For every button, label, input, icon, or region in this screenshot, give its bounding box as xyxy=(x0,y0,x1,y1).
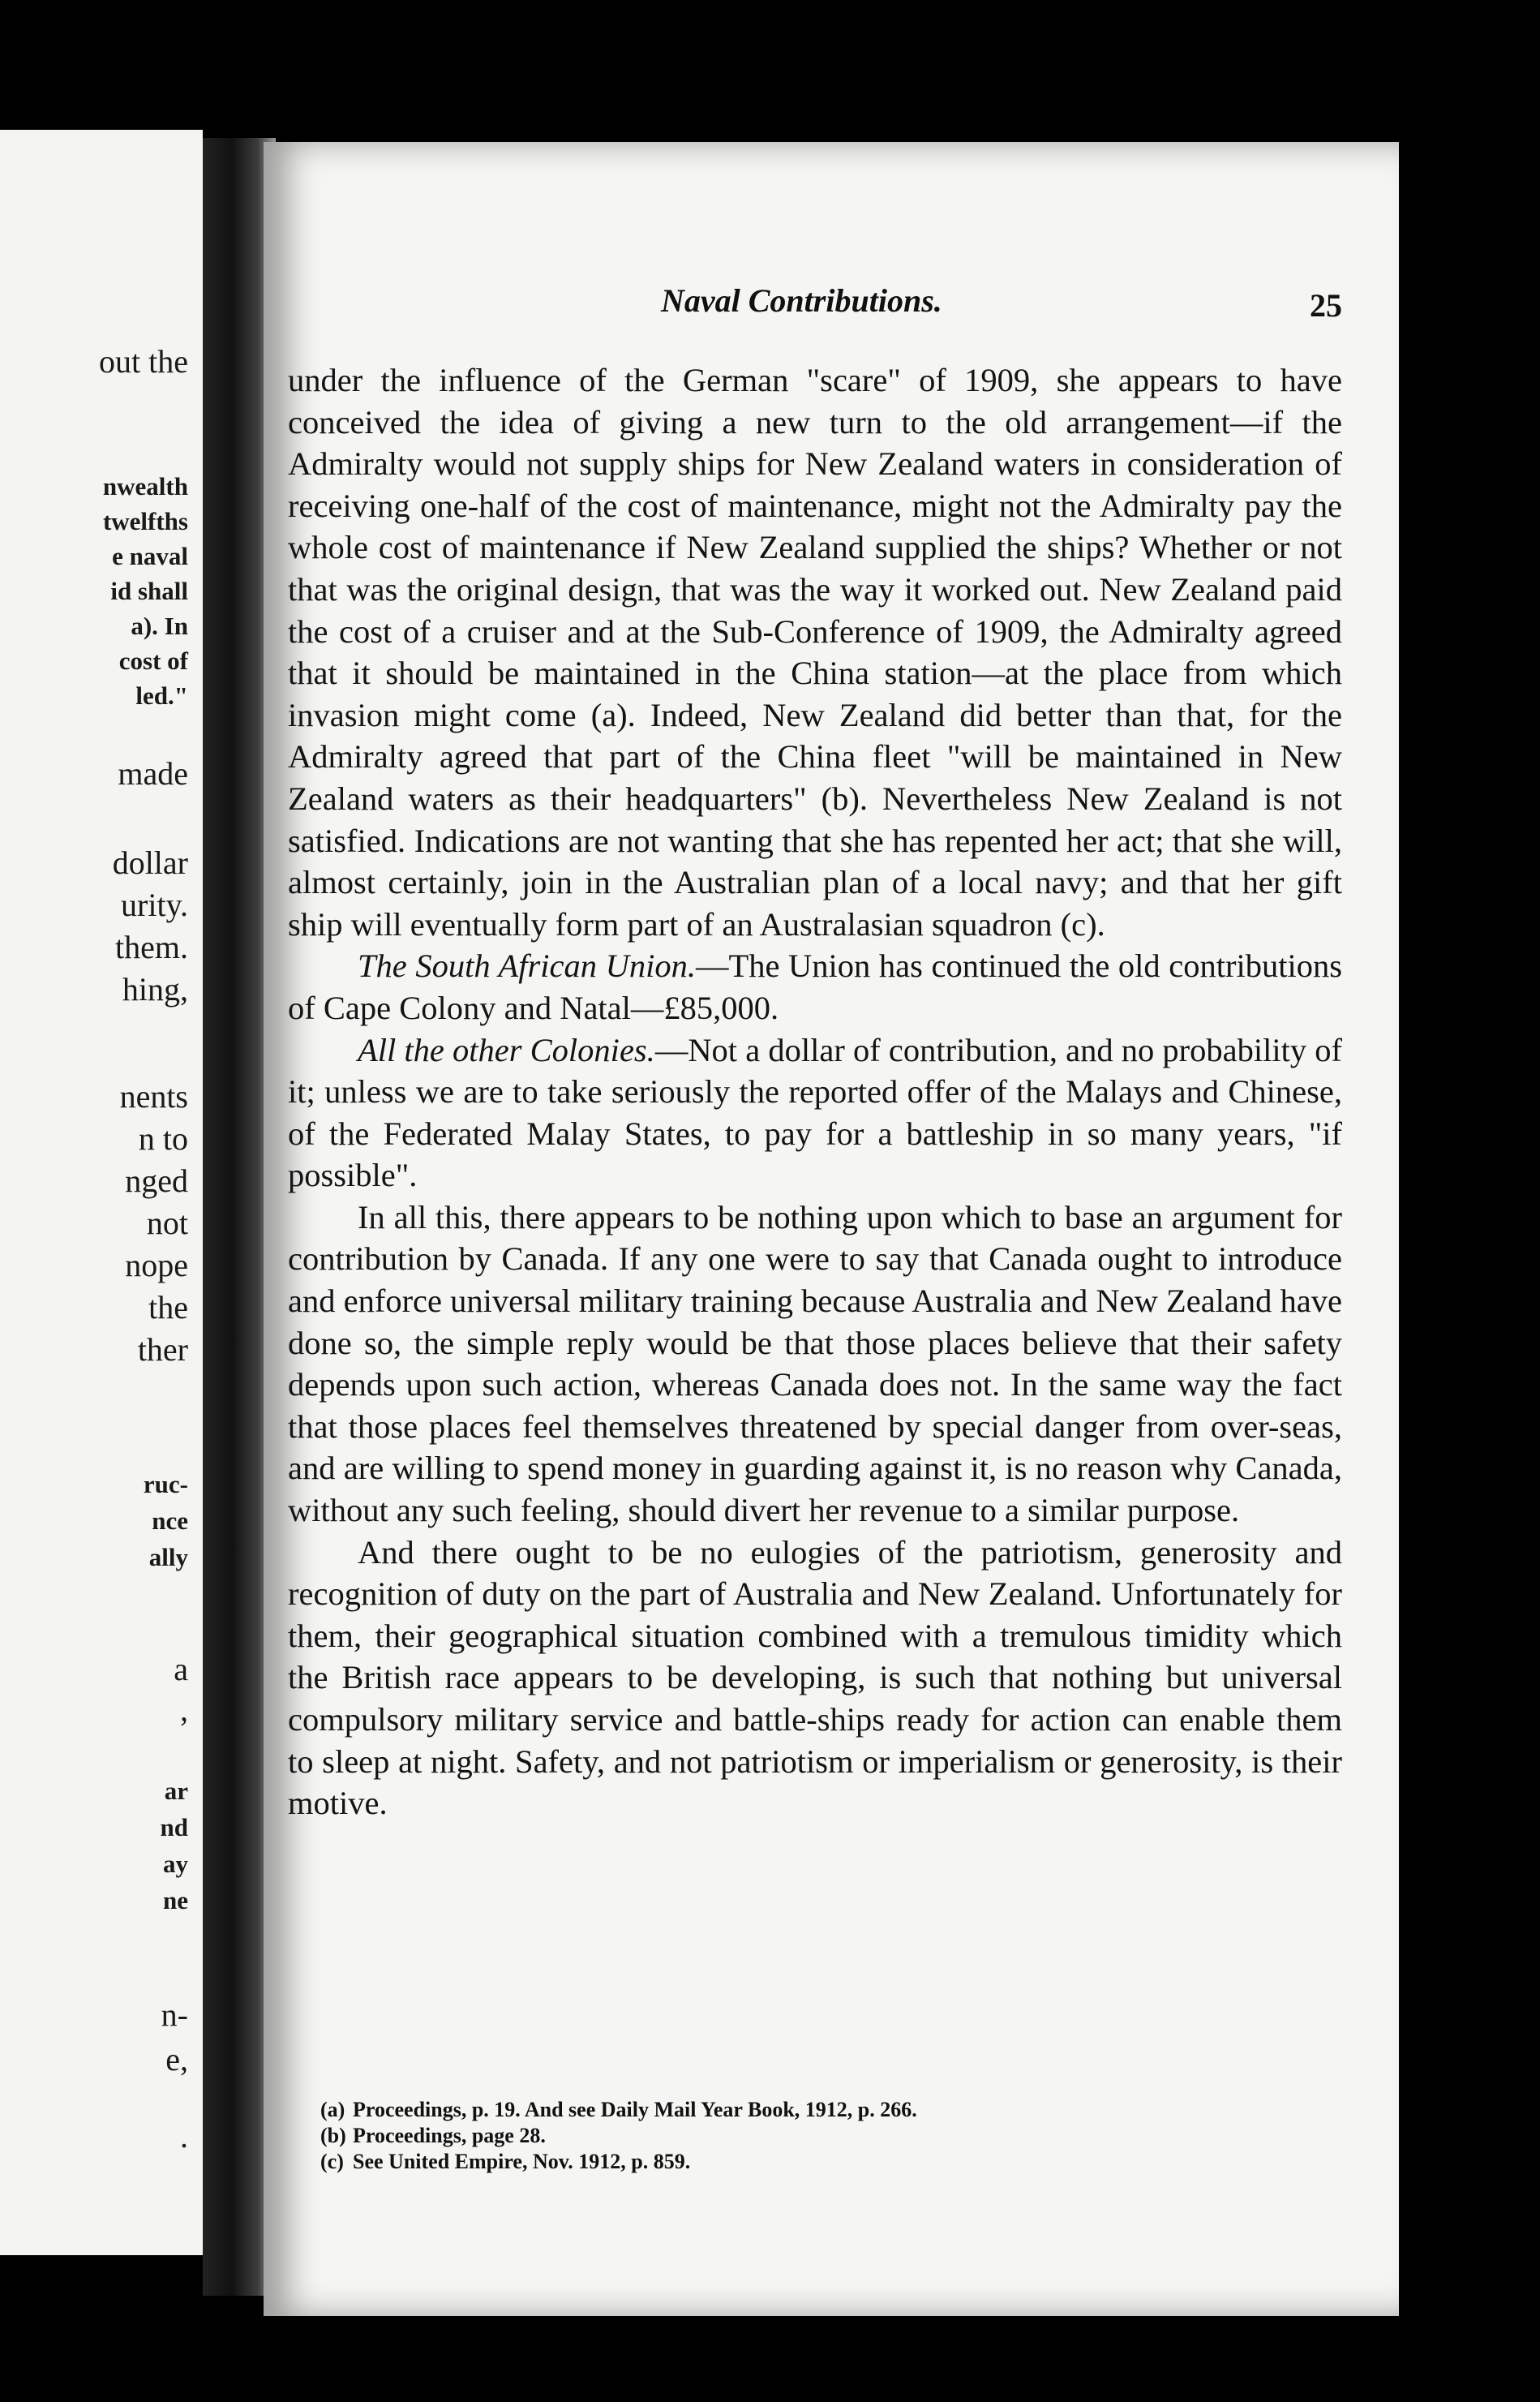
book-page xyxy=(264,142,1399,2316)
left-line: . xyxy=(180,2118,188,2155)
left-line: n to xyxy=(138,1120,188,1157)
left-line: the xyxy=(148,1289,188,1326)
left-line: twelfths xyxy=(102,507,188,535)
paragraph: And there ought to be no eulogies of the patriotism, generosity and recognition of duty on the part of Australia and New Zealand. Unfortunately for them, their geographical situation combined with a tremulous timidity which the British race appears to be developing, is such that nothing but universal compulsory military service and battle-ships ready for action can enable them to sleep at night. Safety, and not patriotism or imperialism or generosity, is their motive. xyxy=(288,1533,1342,1822)
paragraph: under the influence of the German "scare" of 1909, she appears to have conceived the idea of giving a new turn to the old arrangement—if the Admiralty would not supply ships for New Zealand waters in consideration of receiving one-half of the cost of maintenance, might not the Admiralty pay the whole cost of maintenance if New Zealand supplied the ships? Whether or not that was the original design, that was the way it worked out. New Zealand paid the cost of a cruiser and at the Sub-Conference of 1909, the Admiralty agreed that it should be maintained in the China station—at the place from which invasion might come (a). Indeed, New Zealand did better than that, for the Admiralty agreed that part of the China fleet "will be maintained in New Zealand waters as their headquarters" (b). Nevertheless New Zealand is not satisfied. Indications are not wanting that she has repented her act; that she will, almost certainly, join in the Australian plan of a local navy; and that her gift ship will eventually form part of an Australasian squadron (c). xyxy=(288,362,1342,943)
left-line: ar xyxy=(164,1777,188,1805)
left-line: hing, xyxy=(122,971,188,1008)
left-line: n- xyxy=(161,1996,188,2033)
left-line: id shall xyxy=(110,577,188,605)
page-number: 25 xyxy=(1310,287,1342,324)
left-line: nged xyxy=(125,1162,188,1199)
left-line: a). In xyxy=(131,612,188,640)
left-line: e, xyxy=(165,2041,188,2078)
left-line: cost of xyxy=(118,647,188,675)
left-line: ne xyxy=(163,1886,188,1914)
left-line: ther xyxy=(137,1331,188,1368)
footnote-mark: (a) xyxy=(320,2098,345,2121)
left-line: ruc- xyxy=(143,1470,188,1498)
left-line: dollar xyxy=(112,844,188,881)
left-line: them. xyxy=(115,929,188,965)
footnote-text: Proceedings, p. 19. And see Daily Mail Year Book, 1912, p. 266. xyxy=(353,2098,917,2121)
left-line: a xyxy=(174,1651,188,1687)
left-line: not xyxy=(146,1205,188,1241)
left-line: e naval xyxy=(112,542,188,570)
paragraph: In all this, there appears to be nothing upon which to base an argument for contribution by Canada. If any one were to say that Canada ought to introduce and enforce universal military training because Australia and New Zealand have done so, the simple reply would be that those places believe that their safety depends upon such action, whereas Canada does not. In the same way the fact that those places feel themselves threatened by special danger from over-seas, and are willing to spend money in guarding against it, is no reason why Canada, without any such feeling, should divert her revenue to a similar purpose. xyxy=(288,1198,1342,1529)
footnote-mark: (c) xyxy=(320,2150,344,2173)
left-line: ally xyxy=(148,1543,188,1571)
running-title: Naval Contributions. xyxy=(661,282,942,319)
footnote xyxy=(320,2149,1310,2175)
footnote-text: See United Empire, Nov. 1912, p. 859. xyxy=(353,2150,691,2173)
left-line: ay xyxy=(163,1850,188,1878)
footnote xyxy=(320,2123,1310,2149)
section-heading: All the other Colonies. xyxy=(358,1031,655,1068)
running-head xyxy=(264,281,1399,330)
footnotes xyxy=(320,2097,1310,2175)
footnote xyxy=(320,2097,1310,2123)
left-line: nents xyxy=(119,1078,188,1115)
previous-page-fragment xyxy=(0,130,203,2255)
left-line: nwealth xyxy=(102,472,188,501)
left-line: , xyxy=(180,1691,188,1728)
paragraph-text: —The Union has continued the old contributions of Cape Colony and Natal—£85,000. xyxy=(288,947,1342,1026)
body-text xyxy=(288,359,1342,1824)
left-line: nd xyxy=(160,1813,188,1841)
footnote-mark: (b) xyxy=(320,2124,346,2147)
left-line: led." xyxy=(135,681,188,710)
paragraph-text: —Not a dollar of contribution, and no probability of it; unless we are to take seriously the reported offer of the Malays and Chinese, of the Federated Malay States, to pay for a battleship in so many years, "if possible". xyxy=(288,1031,1342,1194)
left-line: nope xyxy=(125,1247,188,1283)
paragraph xyxy=(288,1029,1342,1197)
left-line: urity. xyxy=(121,887,188,923)
left-line: out the xyxy=(99,343,188,380)
paragraph xyxy=(288,945,1342,1029)
footnote-text: Proceedings, page 28. xyxy=(353,2124,546,2147)
left-line: nce xyxy=(152,1506,188,1535)
section-heading: The South African Union. xyxy=(358,947,696,985)
left-line: made xyxy=(118,755,188,792)
